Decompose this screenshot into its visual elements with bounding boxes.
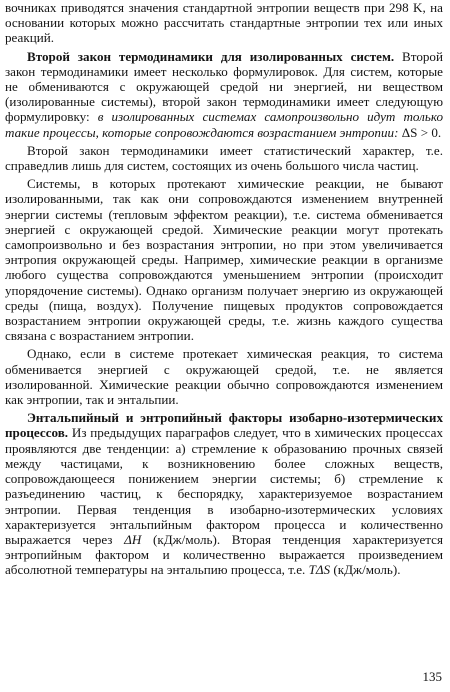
paragraph-statistical (5, 143, 443, 173)
paragraph-intro (5, 0, 443, 46)
paragraph-factors-text-1: Из предыдущих параграфов следует, что в химических процессах проявляются две тенденции: а) стремление к образованию прочных связей между частицами, к возникновению более сложных веществ, сопровождающееся понижением энергии системы; б) стремление к разъединению частиц, к беспорядку, характеризуемое возрастанием энтропии. Первая тенденция в изобарно-изотермических условиях характеризуется энтальпийным фактором процесса и количественно выражается через (5, 425, 443, 547)
paragraph-second-law (5, 49, 443, 140)
paragraph-chemical-systems-text: Системы, в которых протекают химические реакции, не бывают изолированными, так как они сопровождаются изменением внутренней энергии системы (тепловым эффектом реакции), т.е. система обменивается энергией с окружающей средой. Химические реакции могут протекать самопроизвольно и без возрастания энтропии, но при этом увеличивается энтропия окружающей среды. Например, химические реакции в организме любого существа сопровождаются уменьшением энтропии (происходит упорядочение системы). Однако организм получает энергию из окружающей среды (пища, воздух). Получение пищевых продуктов сопровождается возрастанием энтропии окружающей среды, т.е. жизнь каждого существа связана с возрастанием энтропии. (5, 176, 443, 344)
page-body (5, 0, 443, 578)
paragraph-second-law-text: Второй закон термодинамики имеет несколько формулировок. Для систем, которые не обмениваются с окружающей средой ни энергией, ни веществом (изолированные системы), второй закон термодинамики имеет следующую формулировку: (5, 48, 443, 125)
paragraph-statistical-text: Второй закон термодинамики имеет статистический характер, т.е. справедлив лишь для систем, состоящих из очень большого числа частиц. (5, 142, 443, 174)
paragraph-energy-exchange (5, 346, 443, 407)
enthalpy-symbol: ΔH (124, 531, 142, 547)
paragraph-factors (5, 410, 443, 577)
section-heading-factors: Энтальпийный и энтропийный факторы изобарно-изотермических процессов. (5, 410, 443, 441)
paragraph-chemical-systems (5, 176, 443, 343)
paragraph-factors-text-2: (кДж/моль). Вторая тенденция характеризуется энтропийным фактором и количественно выражается произведением абсолютной температуры на энтальпию процесса, т.е. (5, 531, 444, 578)
paragraph-factors-text-3: (кДж/моль). (330, 562, 401, 578)
second-law-formulation: в изолированных системах самопроизвольно идут только такие процессы, которые сопровождаются возрастанием энтропии: (5, 109, 443, 140)
section-heading-second-law: Второй закон термодинамики для изолированных систем. (27, 48, 395, 64)
entropy-inequality: ΔS > 0. (398, 124, 442, 140)
paragraph-intro-text: вочниках приводятся значения стандартной энтропии веществ при 298 K, на основании которых можно рассчитать стандартные энтропии тех или иных реакций. (5, 0, 443, 46)
paragraph-energy-exchange-text: Однако, если в системе протекает химическая реакция, то система обменивается энергией с окружающей средой, т.е. не является изолированной. Химические реакции обычно сопровождаются изменением как энтропии, так и энтальпии. (5, 346, 443, 408)
page-number: 135 (422, 669, 442, 684)
entropy-factor-symbol: TΔS (308, 562, 331, 578)
